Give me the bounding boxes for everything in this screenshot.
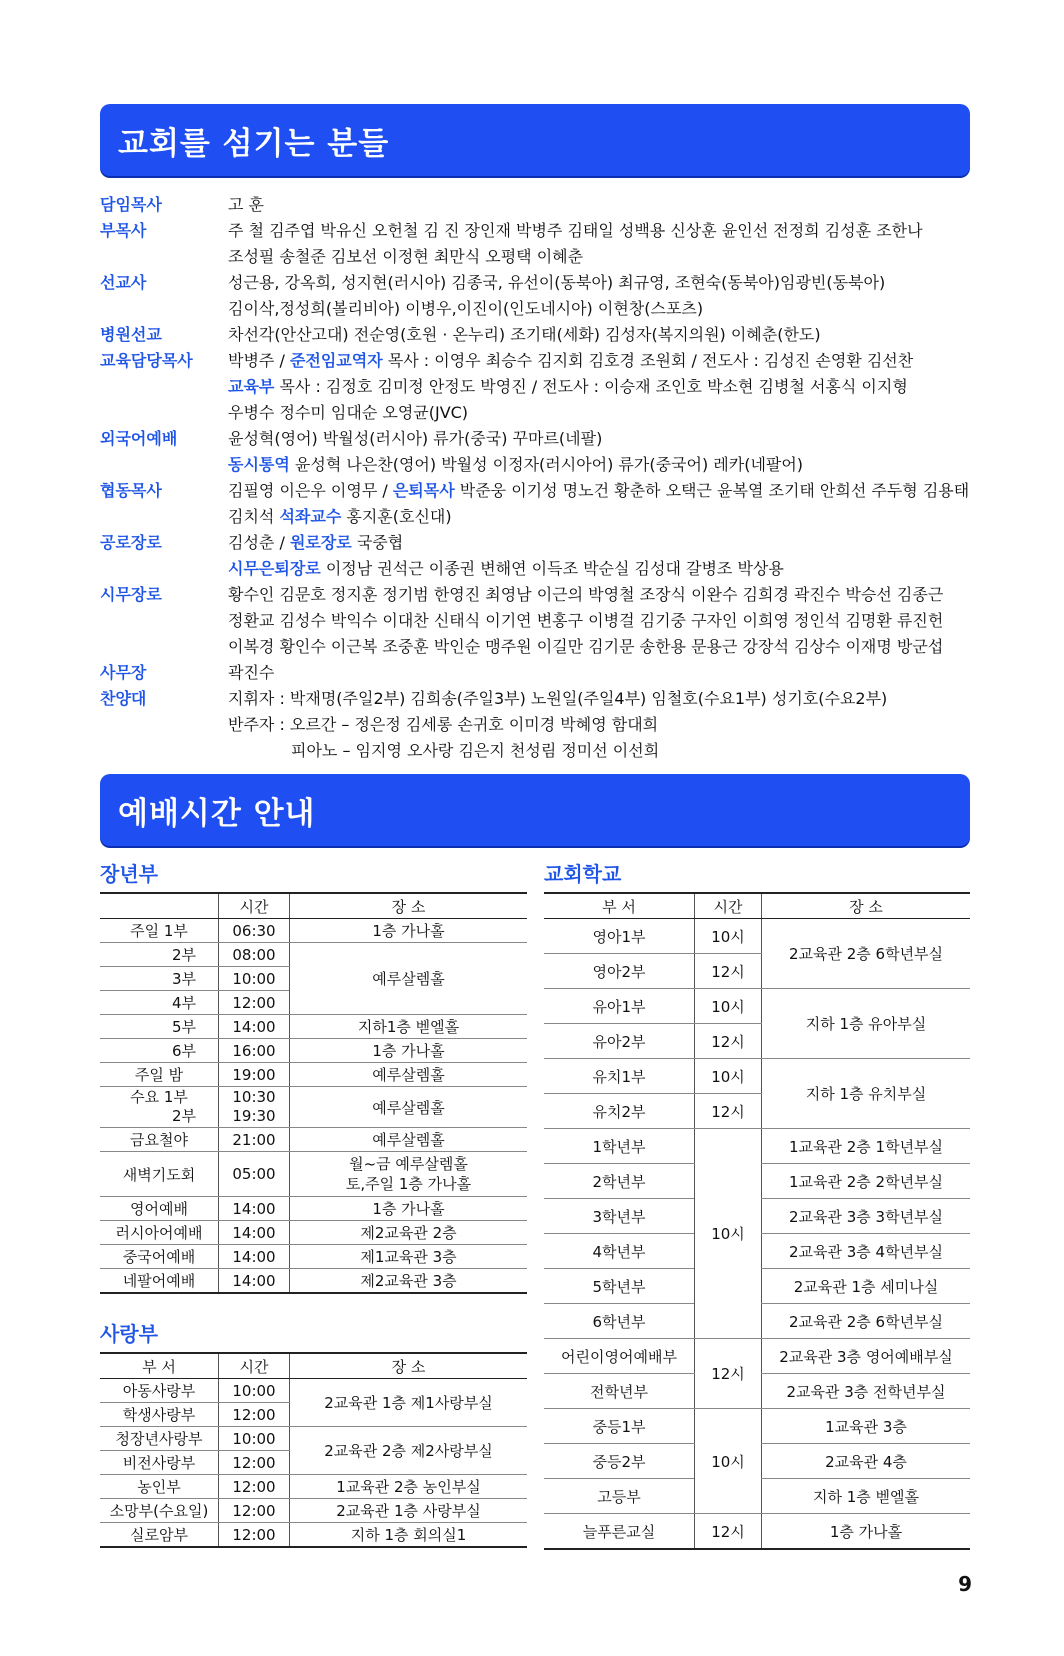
service-name: 중국어예배 <box>100 1245 219 1269</box>
love-section-title: 사랑부 <box>100 1322 158 1346</box>
header-cell: 장 소 <box>762 893 971 919</box>
service-place-line: 월~금 예루살렘홀 <box>349 1155 468 1173</box>
dept-time: 12시 <box>695 1094 762 1129</box>
staff-label: 공로장로 <box>100 533 162 552</box>
staff-text: 이정남 권석근 이종권 변해연 이득조 박순실 김성대 갈병조 박상용 <box>320 559 784 578</box>
service-name-line: 2부 <box>171 1107 196 1125</box>
dept-name: 유아2부 <box>544 1024 695 1059</box>
service-name: 5부 <box>100 1015 219 1039</box>
service-time-line: 19:30 <box>232 1107 276 1125</box>
service-name: 새벽기도회 <box>100 1152 219 1197</box>
service-name: 6부 <box>100 1039 219 1063</box>
service-place: 예루살렘홀 <box>290 1128 528 1152</box>
dept-name: 중등1부 <box>544 1409 695 1444</box>
staff-names <box>228 686 980 764</box>
service-time: 06:30 <box>219 919 290 943</box>
staff-text: 김성춘 / <box>228 533 290 552</box>
dept-name: 실로암부 <box>100 1523 219 1548</box>
page-number: 9 <box>958 1572 972 1596</box>
staff-row-choir <box>100 686 980 764</box>
service-place: 예루살렘홀 <box>290 1087 528 1128</box>
dept-place: 지하 1층 벧엘홀 <box>762 1479 971 1514</box>
dept-place: 1교육관 2층 2학년부실 <box>762 1164 971 1199</box>
service-time: 16:00 <box>219 1039 290 1063</box>
staff-highlight: 원로장로 <box>289 533 352 552</box>
staff-highlight: 동시통역 <box>228 455 290 474</box>
service-time: 14:00 <box>219 1245 290 1269</box>
staff-row-foreign <box>100 426 980 478</box>
dept-name: 중등2부 <box>544 1444 695 1479</box>
table-header-row <box>100 893 527 919</box>
staff-row-education <box>100 348 980 426</box>
table-row <box>100 1475 527 1499</box>
service-name: 주일 1부 <box>100 919 219 943</box>
table-row <box>100 1245 527 1269</box>
dept-time: 10시 <box>695 1059 762 1094</box>
table-row <box>100 1039 527 1063</box>
staff-section-banner <box>100 104 970 176</box>
dept-name: 어린이영어예배부 <box>544 1339 695 1374</box>
dept-name: 농인부 <box>100 1475 219 1499</box>
service-time <box>219 1087 290 1128</box>
staff-line: 윤성혁(영어) 박월성(러시아) 류가(중국) 꾸마르(네팔) <box>228 429 603 448</box>
service-place: 제2교육관 2층 <box>290 1221 528 1245</box>
staff-row-senior <box>100 192 980 218</box>
service-time: 14:00 <box>219 1269 290 1294</box>
dept-name: 6학년부 <box>544 1304 695 1339</box>
dept-time: 12:00 <box>219 1403 290 1427</box>
dept-place: 2교육관 1층 제1사랑부실 <box>290 1379 528 1427</box>
dept-place: 지하 1층 회의실1 <box>290 1523 528 1548</box>
staff-label: 외국어예배 <box>100 429 178 448</box>
staff-highlight: 석좌교수 <box>279 507 342 526</box>
service-time: 14:00 <box>219 1221 290 1245</box>
staff-section-title: 교회를 섬기는 분들 <box>118 126 390 162</box>
table-row <box>100 1197 527 1221</box>
staff-line: 주 철 김주엽 박유신 오헌철 김 진 장인재 박병주 김태일 성백용 신상훈 윤인선 전정희 김성훈 조한나 <box>228 221 923 240</box>
dept-name: 유치1부 <box>544 1059 695 1094</box>
dept-name: 유아1부 <box>544 989 695 1024</box>
service-place: 제1교육관 3층 <box>290 1245 528 1269</box>
staff-line <box>228 504 980 530</box>
service-time: 21:00 <box>219 1128 290 1152</box>
staff-label: 찬양대 <box>100 689 147 708</box>
table-row <box>100 1379 527 1403</box>
header-cell: 시간 <box>219 893 290 919</box>
service-name: 금요철야 <box>100 1128 219 1152</box>
staff-label: 협동목사 <box>100 481 162 500</box>
dept-name: 고등부 <box>544 1479 695 1514</box>
staff-line <box>228 374 980 400</box>
dept-time: 12시 <box>695 1339 762 1409</box>
staff-label: 담임목사 <box>100 195 162 214</box>
staff-names <box>228 530 980 582</box>
header-cell: 부 서 <box>100 1353 219 1379</box>
staff-label: 사무장 <box>100 663 147 682</box>
service-name: 주일 밤 <box>100 1063 219 1087</box>
dept-time: 10시 <box>695 1129 762 1339</box>
table-row <box>100 1269 527 1294</box>
staff-text: 홍지훈(호신대) <box>341 507 452 526</box>
service-time: 14:00 <box>219 1197 290 1221</box>
dept-time: 12:00 <box>219 1475 290 1499</box>
dept-name: 2학년부 <box>544 1164 695 1199</box>
staff-row-office <box>100 660 980 686</box>
service-time: 08:00 <box>219 943 290 967</box>
dept-name: 아동사랑부 <box>100 1379 219 1403</box>
dept-place: 2교육관 1층 사랑부실 <box>290 1499 528 1523</box>
table-row <box>544 989 970 1024</box>
service-name <box>100 1087 219 1128</box>
table-row <box>100 1063 527 1087</box>
service-place: 예루살렘홀 <box>290 1063 528 1087</box>
dept-place: 2교육관 4층 <box>762 1444 971 1479</box>
table-row <box>100 919 527 943</box>
adult-section-title: 장년부 <box>100 862 158 886</box>
staff-label: 병원선교 <box>100 325 162 344</box>
table-row <box>544 1339 970 1374</box>
service-place: 지하1층 벧엘홀 <box>290 1015 528 1039</box>
dept-name: 영아1부 <box>544 919 695 954</box>
dept-name: 전학년부 <box>544 1374 695 1409</box>
dept-time: 12:00 <box>219 1499 290 1523</box>
dept-time: 12:00 <box>219 1523 290 1548</box>
staff-text: 박병주 / <box>228 351 290 370</box>
dept-place: 2교육관 2층 6학년부실 <box>762 919 971 989</box>
staff-highlight: 준전임교역자 <box>289 351 383 370</box>
table-row <box>100 1523 527 1548</box>
service-place: 1층 가나홀 <box>290 1197 528 1221</box>
staff-line <box>228 556 980 582</box>
worship-section-banner <box>100 774 970 846</box>
table-header-row <box>100 1353 527 1379</box>
adult-schedule-table <box>100 892 527 1294</box>
service-name: 영어예배 <box>100 1197 219 1221</box>
worship-section-title: 예배시간 안내 <box>118 796 316 832</box>
staff-line <box>228 348 980 374</box>
dept-place: 2교육관 3층 3학년부실 <box>762 1199 971 1234</box>
staff-names: 차선각(안산고대) 전순영(호원 · 온누리) 조기태(세화) 김성자(복지의원) 이혜춘(한도) <box>228 325 821 344</box>
service-place-line: 토,주일 1층 가나홀 <box>345 1175 472 1193</box>
dept-place: 2교육관 2층 제2사랑부실 <box>290 1427 528 1475</box>
table-row <box>544 1059 970 1094</box>
table-row <box>544 1409 970 1444</box>
dept-name: 5학년부 <box>544 1269 695 1304</box>
service-time: 19:00 <box>219 1063 290 1087</box>
staff-names <box>228 426 980 478</box>
staff-row-active-elders <box>100 582 980 660</box>
staff-row-hospital <box>100 322 980 348</box>
dept-place: 2교육관 1층 세미나실 <box>762 1269 971 1304</box>
dept-name: 비전사랑부 <box>100 1451 219 1475</box>
staff-names <box>228 270 980 322</box>
staff-label: 시무장로 <box>100 585 162 604</box>
service-name: 4부 <box>100 991 219 1015</box>
service-place: 1층 가나홀 <box>290 919 528 943</box>
staff-names: 곽진수 <box>228 663 275 682</box>
dept-place: 1교육관 2층 1학년부실 <box>762 1129 971 1164</box>
staff-names: 고 훈 <box>228 195 264 214</box>
staff-row-honorary <box>100 530 980 582</box>
service-name-line: 수요 1부 <box>130 1088 188 1106</box>
dept-place: 지하 1층 유치부실 <box>762 1059 971 1129</box>
service-time: 10:00 <box>219 967 290 991</box>
love-schedule-table <box>100 1352 527 1548</box>
staff-line: 지휘자 : 박재명(주일2부) 김희송(주일3부) 노원일(주일4부) 임철호(수요1부) 성기호(수요2부) <box>228 689 888 708</box>
dept-name: 1학년부 <box>544 1129 695 1164</box>
staff-line: 우병수 정수미 임대순 오영균(JVC) <box>228 403 469 422</box>
dept-name: 늘푸른교실 <box>544 1514 695 1550</box>
staff-line: 황수인 김문호 정지훈 정기범 한영진 최영남 이근의 박영철 조장식 이완수 김희경 곽진수 박승선 김종근 <box>228 585 944 604</box>
service-place: 예루살렘홀 <box>290 943 528 1015</box>
staff-line <box>228 478 980 504</box>
dept-time: 12:00 <box>219 1451 290 1475</box>
dept-name: 학생사랑부 <box>100 1403 219 1427</box>
staff-highlight: 교육부 <box>228 377 275 396</box>
dept-place: 2교육관 2층 6학년부실 <box>762 1304 971 1339</box>
dept-name: 청장년사랑부 <box>100 1427 219 1451</box>
table-row <box>100 1499 527 1523</box>
header-cell: 시간 <box>695 893 762 919</box>
staff-text: 김치석 <box>228 507 280 526</box>
staff-line: 반주자 : 오르간 – 정은정 김세롱 손귀호 이미경 박혜영 함대희 <box>228 715 659 734</box>
table-row <box>544 1129 970 1164</box>
table-row <box>100 943 527 967</box>
table-row <box>100 1221 527 1245</box>
staff-text: 목사 : 이영우 최승수 김지회 김호경 조원회 / 전도사 : 김성진 손영환 김선찬 <box>382 351 914 370</box>
dept-time: 12시 <box>695 1514 762 1550</box>
table-row <box>100 1427 527 1451</box>
dept-name: 소망부(수요일) <box>100 1499 219 1523</box>
staff-line <box>228 452 980 478</box>
service-time: 14:00 <box>219 1015 290 1039</box>
dept-name: 영아2부 <box>544 954 695 989</box>
service-time-line: 10:30 <box>232 1088 276 1106</box>
header-cell: 장 소 <box>290 893 528 919</box>
staff-highlight: 은퇴목사 <box>392 481 455 500</box>
table-row <box>100 1087 527 1128</box>
staff-highlight: 시무은퇴장로 <box>228 559 321 578</box>
staff-line: 성근용, 강옥희, 성지현(러시아) 김종국, 유선이(동북아) 최규영, 조현숙(동북아)임광빈(동북아) <box>228 273 886 292</box>
staff-text: 김필영 이은우 이영무 / <box>228 481 393 500</box>
service-time: 05:00 <box>219 1152 290 1197</box>
staff-names <box>228 218 980 270</box>
dept-place: 1교육관 2층 농인부실 <box>290 1475 528 1499</box>
staff-text: 박준웅 이기성 명노건 황춘하 오택근 윤복열 조기태 안희선 주두형 김용태 <box>454 481 970 500</box>
dept-time: 10시 <box>695 1409 762 1514</box>
dept-place: 1교육관 3층 <box>762 1409 971 1444</box>
dept-time: 10:00 <box>219 1427 290 1451</box>
dept-place: 지하 1층 유아부실 <box>762 989 971 1059</box>
table-row <box>544 1514 970 1550</box>
staff-text: 윤성혁 나은찬(영어) 박월성 이정자(러시아어) 류가(중국어) 레카(네팔어) <box>289 455 804 474</box>
dept-name: 유치2부 <box>544 1094 695 1129</box>
staff-names <box>228 582 980 660</box>
dept-time: 10:00 <box>219 1379 290 1403</box>
header-cell: 시간 <box>219 1353 290 1379</box>
header-cell: 장 소 <box>290 1353 528 1379</box>
staff-line: 피아노 – 임지영 오사랑 김은지 천성림 정미선 이선희 <box>291 741 660 760</box>
staff-row-associate <box>100 218 980 270</box>
staff-text: 국중협 <box>351 533 404 552</box>
table-header-row <box>544 893 970 919</box>
service-name: 2부 <box>100 943 219 967</box>
service-time: 12:00 <box>219 991 290 1015</box>
service-place: 제2교육관 3층 <box>290 1269 528 1294</box>
school-schedule-table <box>544 892 970 1550</box>
dept-place: 2교육관 3층 전학년부실 <box>762 1374 971 1409</box>
staff-line: 이복경 황인수 이근복 조중훈 박인순 맹주원 이길만 김기문 송한용 문용근 강장석 김상수 이재명 방군섭 <box>228 637 944 656</box>
staff-label: 부목사 <box>100 221 147 240</box>
service-name: 네팔어예배 <box>100 1269 219 1294</box>
staff-names <box>228 478 980 530</box>
table-row <box>544 919 970 954</box>
staff-label: 선교사 <box>100 273 147 292</box>
dept-name: 3학년부 <box>544 1199 695 1234</box>
dept-time: 12시 <box>695 954 762 989</box>
staff-row-missionary <box>100 270 980 322</box>
service-name: 러시아어예배 <box>100 1221 219 1245</box>
table-row <box>100 1152 527 1197</box>
school-section-title: 교회학교 <box>544 862 622 886</box>
table-row <box>100 1015 527 1039</box>
dept-time: 10시 <box>695 919 762 954</box>
service-name: 3부 <box>100 967 219 991</box>
staff-list <box>100 192 980 764</box>
table-row <box>100 1128 527 1152</box>
dept-time: 10시 <box>695 989 762 1024</box>
service-place <box>290 1152 528 1197</box>
header-cell <box>100 893 219 919</box>
staff-line: 정환교 김성수 박익수 이대찬 신태식 이기연 변홍구 이병걸 김기중 구자인 이희영 정인석 김명환 류진헌 <box>228 611 944 630</box>
staff-text: 목사 : 김정호 김미정 안정도 박영진 / 전도사 : 이승재 조인호 박소현 김병철 서홍식 이지형 <box>274 377 908 396</box>
staff-line <box>228 530 980 556</box>
staff-names <box>228 348 980 426</box>
staff-line: 김이삭,정성희(볼리비아) 이병우,이진이(인도네시아) 이현창(스포츠) <box>228 299 704 318</box>
dept-name: 4학년부 <box>544 1234 695 1269</box>
header-cell: 부 서 <box>544 893 695 919</box>
staff-row-cooperative <box>100 478 980 530</box>
dept-place: 2교육관 3층 영어예배부실 <box>762 1339 971 1374</box>
staff-label: 교육담당목사 <box>100 351 193 370</box>
dept-place: 1층 가나홀 <box>762 1514 971 1550</box>
staff-line: 조성필 송철준 김보선 이정현 최만식 오평택 이혜춘 <box>228 247 584 266</box>
dept-place: 2교육관 3층 4학년부실 <box>762 1234 971 1269</box>
service-place: 1층 가나홀 <box>290 1039 528 1063</box>
dept-time: 12시 <box>695 1024 762 1059</box>
